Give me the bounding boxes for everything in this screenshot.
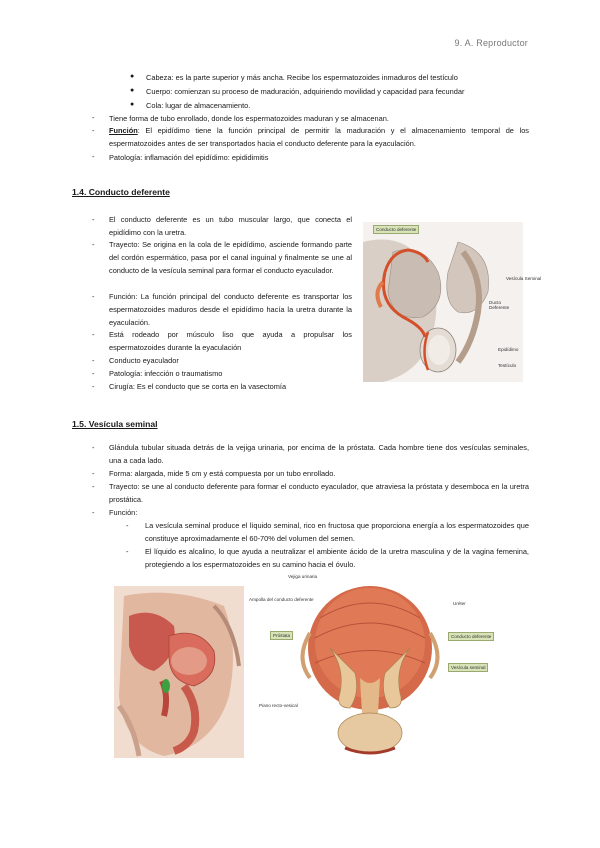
deferente-item: Trayecto: Se origina en la cola de le epidídimo, asciende formando parte del cordón espermático, pasa por el canal inguinal y finalmente se une al conducto de la vesícula seminal para formar el conducto eyaculador. <box>109 240 352 275</box>
figure-label: Vesícula Seminal <box>506 276 542 281</box>
section-title-deferente: 1.4. Conducto deferente <box>72 187 170 197</box>
dash: - <box>92 126 95 135</box>
bullet-cola: Cola: lugar de almacenamiento. <box>146 101 251 110</box>
vesicula-subitem: El líquido es alcalino, lo que ayuda a neutralizar el ambiente ácido de la uretra masculina y de la vagina femenina, protegiendo a los espermatozoides en su camino hacia el óvulo. <box>145 547 529 569</box>
dash: - <box>92 356 95 365</box>
deferente-item: El conducto deferente es un tubo muscular largo, que conecta el epidídimo con la uretra. <box>109 215 352 237</box>
dash: - <box>92 240 95 249</box>
vesicula-item: Trayecto: se une al conducto deferente para formar el conducto eyaculador, que atraviesa la próstata y desemboca en la uretra prostática. <box>109 482 529 504</box>
figure-label: Piano recto-vesical <box>259 703 298 708</box>
figure-label: Vejiga urinaria <box>288 574 318 579</box>
bladder-posterior-figure <box>300 578 440 758</box>
dash: - <box>92 292 95 301</box>
bullet-dot: ● <box>130 73 135 80</box>
bladder-illustration <box>300 578 440 758</box>
dash: - <box>126 547 129 556</box>
funcion-label: Función <box>109 126 138 135</box>
section-title-vesicula: 1.5. Vesícula seminal <box>72 419 158 429</box>
deferente-item: Patología: infección o traumatismo <box>109 369 223 378</box>
dash: - <box>92 152 95 161</box>
figure-label: Ducto Deferente <box>489 300 510 310</box>
pelvis-illustration <box>114 586 244 758</box>
pelvis-sagittal-figure <box>114 586 244 758</box>
epididimo-funcion <box>109 124 529 150</box>
page-header: 9. A. Reproductor <box>454 38 528 48</box>
bullet-dot: ● <box>130 101 135 108</box>
vesicula-item: Función: <box>109 508 138 517</box>
dash: - <box>92 215 95 224</box>
figure-label: Testículo <box>498 363 517 368</box>
dash: - <box>92 330 95 339</box>
epididimo-patologia: Patología: inflamación del epidídimo: epididimitis <box>109 153 269 162</box>
dash: - <box>92 369 95 378</box>
dash: - <box>92 443 95 452</box>
funcion-text: : El epidídimo tiene la función principal de permitir la maduración y el almacenamiento temporal de los espermatozoides antes de ser transportados hacia el conducto deferente para la eyaculación. <box>109 126 529 148</box>
deferente-item: Está rodeado por músculo liso que ayuda a propulsar los espermatozoides durante la eyaculación <box>109 330 352 352</box>
figure-label: Próstata <box>270 631 293 640</box>
figure-label: Epidídimo <box>498 347 519 352</box>
bullet-cabeza: Cabeza: es la parte superior y más ancha. Recibe los espermatozoides inmaduros del testículo <box>146 73 458 82</box>
figure-label: Conducto deferente <box>448 632 494 641</box>
deferente-item: Conducto eyaculador <box>109 356 179 365</box>
vesicula-subitem: La vesícula seminal produce el líquido seminal, rico en fructosa que proporciona energía a los espermatozoides que constituye aproximadamente el 60-70% del volumen del semen. <box>145 521 529 543</box>
epididimo-forma: Tiene forma de tubo enrollado, donde los espermatozoides maduran y se almacenan. <box>109 114 389 123</box>
figure-label: Conducto deferente <box>373 225 419 234</box>
dash: - <box>126 521 129 530</box>
figure-label: Ampolla del conducto deferente <box>249 597 314 602</box>
figure-label: Vesícula seminal <box>448 663 488 672</box>
dash: - <box>92 508 95 517</box>
deferente-item: Cirugía: Es el conducto que se corta en la vasectomía <box>109 382 287 391</box>
vesicula-item: Glándula tubular situada detrás de la vejiga urinaria, por encima de la próstata. Cada hombre tiene dos vesículas seminales, una a cada lado. <box>109 443 529 465</box>
dash: - <box>92 469 95 478</box>
dash: - <box>92 482 95 491</box>
deferente-item: Función: La función principal del conducto deferente es transportar los espermatozoides maduros desde el epidídimo hacía la uretra durante la eyaculación. <box>109 292 352 327</box>
dash: - <box>92 382 95 391</box>
bullet-cuerpo: Cuerpo: comienzan su proceso de maduración, adquiriendo movilidad y capacidad para fecundar <box>146 87 465 96</box>
vesicula-item: Forma: alargada, mide 5 cm y está compuesta por un tubo enrollado. <box>109 469 336 478</box>
dash: - <box>92 113 95 122</box>
bullet-dot: ● <box>130 87 135 94</box>
figure-label: Uréter <box>453 601 466 606</box>
